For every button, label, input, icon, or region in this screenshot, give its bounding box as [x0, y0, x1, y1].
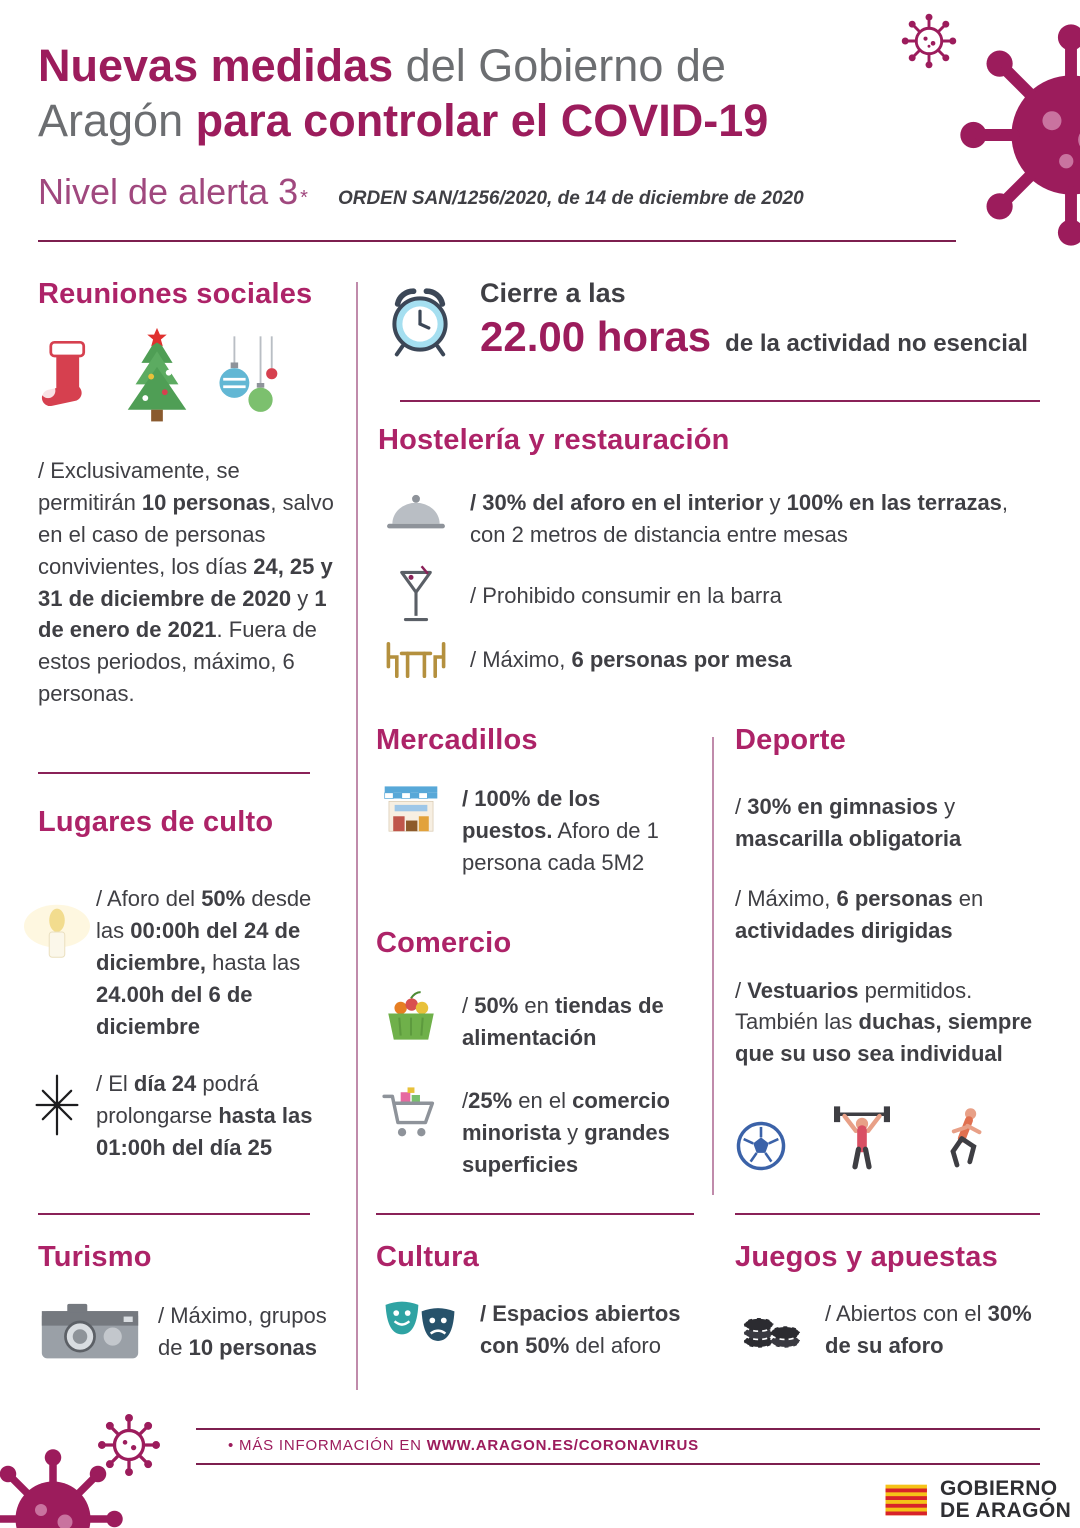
- aragon-flag-icon: [884, 1480, 930, 1520]
- stocking-icon: [38, 335, 102, 431]
- culto-item-2-text: / El día 24 podrá prolongarse hasta las 01:00h del día 25: [96, 1071, 313, 1161]
- culto-item-1: [38, 883, 340, 1042]
- title-accent-1: Nuevas medidas: [38, 40, 394, 91]
- section-cultura: [376, 1241, 694, 1362]
- divider: [38, 772, 310, 774]
- alarm-clock-icon: [380, 280, 460, 360]
- title-gray-2: Aragón: [38, 95, 196, 147]
- hosteleria-item-2: / Prohibido consumir en la barra: [470, 582, 782, 608]
- camera-icon: [40, 1300, 140, 1364]
- virus-icon: [0, 1444, 128, 1528]
- section-title-deporte: Deporte: [735, 724, 846, 756]
- grocery-basket-icon: [380, 990, 442, 1048]
- weightlifting-icon: [831, 1102, 893, 1172]
- divider: [712, 737, 714, 1195]
- closure-detail: de la actividad no esencial: [725, 330, 1028, 357]
- grocery-basket-icon-wrap: [376, 990, 446, 1048]
- comercio-item-2: /25% en el comercio minorista y grandes superficies: [462, 1088, 670, 1178]
- shopping-cart-icon-wrap: [376, 1085, 446, 1147]
- logo-text: [940, 1478, 1071, 1522]
- alert-level: Nivel de alerta 3: [38, 170, 299, 212]
- comercio-item-1: / 50% en tiendas de alimentación: [462, 992, 664, 1050]
- divider: [196, 1463, 1040, 1465]
- christmas-tree-icon: [118, 327, 196, 431]
- divider: [38, 1213, 310, 1215]
- soccer-ball-icon: [735, 1120, 787, 1172]
- order-reference: ORDEN SAN/1256/2020, de 14 de diciembre de 2020: [337, 187, 804, 209]
- section-title-reuniones: Reuniones sociales: [38, 278, 313, 310]
- deporte-item-1: / 30% en gimnasios y mascarilla obligatoria: [735, 794, 962, 851]
- culto-item-2: [38, 1068, 340, 1164]
- baubles-icon: [212, 335, 282, 431]
- logo-line-1: GOBIERNO: [940, 1477, 1058, 1500]
- gobierno-aragon-logo: [884, 1478, 1071, 1522]
- divider: [735, 1213, 1040, 1215]
- deporte-item-2: / Máximo, 6 personas en actividades dirigidas: [735, 885, 984, 943]
- section-turismo: [38, 1241, 340, 1364]
- more-info-text: • MÁS INFORMACIÓN EN WWW.ARAGON.ES/CORONAVIRUS: [228, 1437, 699, 1454]
- cloche-icon: [383, 487, 449, 533]
- section-title-hosteleria: Hostelería y restauración: [378, 424, 730, 456]
- title-accent-2: para controlar el COVID-19: [195, 95, 769, 147]
- poker-chips-icon: [739, 1298, 805, 1352]
- section-title-culto: Lugares de culto: [38, 806, 274, 838]
- poker-chips-icon-wrap: [735, 1298, 809, 1352]
- candle-icon: [18, 897, 96, 965]
- section-title-juegos: Juegos y apuestas: [735, 1241, 998, 1273]
- star-icon: [26, 1074, 88, 1136]
- divider: [38, 240, 956, 242]
- juegos-item: / Abiertos con el 30% de su aforo: [825, 1301, 1032, 1358]
- virus-icon: [950, 16, 1080, 254]
- closure-intro: Cierre a las: [480, 278, 626, 308]
- running-icon: [937, 1102, 993, 1172]
- title-line-2: [38, 93, 938, 148]
- alert-asterisk: *: [300, 186, 308, 209]
- table-chairs-icon: [380, 639, 452, 681]
- section-title-turismo: Turismo: [38, 1241, 152, 1273]
- theater-masks-icon: [379, 1298, 461, 1356]
- title-line-1: [38, 38, 938, 93]
- camera-icon-wrap: [38, 1300, 142, 1364]
- shopping-cart-icon: [380, 1085, 442, 1147]
- reuniones-body: / Exclusivamente, se permitirán 10 personas, salvo en el caso de personas convivientes, los días 24, 25 y 31 de diciembre de 2020 y 1 de enero de 2021. Fuera de estos periodos, máximo, 6 personas.: [38, 458, 334, 707]
- divider: [376, 1213, 694, 1215]
- market-stall-icon: [379, 783, 443, 841]
- market-stall-icon-wrap: [376, 783, 446, 841]
- divider: [356, 282, 358, 1390]
- hosteleria-item-1: / 30% del aforo en el interior y 100% en las terrazas, con 2 metros de distancia entre mesas: [470, 490, 1009, 547]
- cocktail-icon-wrap: [378, 565, 454, 627]
- section-title-mercadillos: Mercadillos: [376, 724, 538, 756]
- section-reuniones-sociales: [38, 278, 340, 710]
- section-closure: [378, 278, 1040, 361]
- cloche-icon-wrap: [378, 487, 454, 533]
- logo-line-2: DE ARAGÓN: [940, 1499, 1072, 1523]
- cultura-item: / Espacios abiertos con 50% del aforo: [480, 1301, 681, 1358]
- sport-icons: [735, 1102, 1040, 1172]
- hosteleria-item-3: / Máximo, 6 personas por mesa: [470, 646, 792, 672]
- title-gray-1: del Gobierno de: [393, 40, 726, 91]
- section-deporte: [735, 724, 1040, 1172]
- divider: [400, 400, 1040, 402]
- section-juegos-apuestas: [735, 1241, 1040, 1362]
- cocktail-icon: [394, 565, 438, 627]
- table-chairs-icon-wrap: [378, 639, 454, 681]
- header: [38, 38, 938, 213]
- page-title: [38, 38, 938, 149]
- alert-row: [38, 171, 938, 213]
- turismo-item-text: / Máximo, grupos de 10 personas: [158, 1303, 327, 1360]
- closure-time: 22.00 horas: [480, 313, 712, 360]
- culto-item-1-text: / Aforo del 50% desde las 00:00h del 24 de diciembre, hasta las 24.00h del 6 de diciembre: [96, 886, 312, 1039]
- section-hosteleria: [378, 424, 1040, 681]
- section-lugares-de-culto: [38, 806, 340, 1164]
- christmas-icons: [38, 327, 340, 431]
- section-title-comercio: Comercio: [376, 926, 512, 959]
- theater-masks-icon-wrap: [376, 1298, 464, 1356]
- closure-text: [480, 278, 1040, 361]
- section-title-cultura: Cultura: [376, 1241, 479, 1273]
- deporte-item-3: / Vestuarios permitidos. También las duchas, siempre que su uso sea individual: [735, 977, 1033, 1067]
- section-mercadillos-comercio: [376, 724, 694, 1181]
- mercadillos-item: / 100% de los puestos. Aforo de 1 persona cada 5M2: [462, 786, 659, 875]
- divider: [196, 1428, 1040, 1430]
